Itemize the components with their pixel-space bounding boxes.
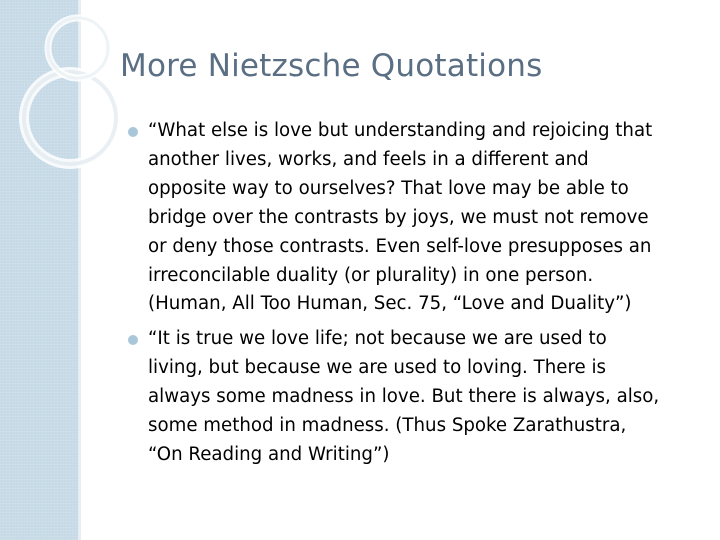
bullet-line: bridge over the contrasts by joys, we must not remove: [148, 206, 649, 228]
bullet-line: another lives, works, and feels in a different and: [148, 148, 589, 170]
bullet-dot-icon: [128, 335, 138, 345]
bullet-line: some method in madness. (Thus Spoke Zarathustra,: [148, 415, 627, 437]
bullet-item: [128, 117, 703, 319]
bullet-line: living, but because we are used to loving. There is: [148, 357, 607, 379]
bullet-line: “On Reading and Writing”): [148, 443, 390, 465]
bullet-dot-icon: [128, 127, 138, 137]
bullet-line: irreconcilable duality (or plurality) in one person.: [148, 264, 594, 286]
bullet-item: [128, 325, 703, 470]
bullet-list: [128, 117, 703, 476]
bullet-line: “It is true we love life; not because we are used to: [148, 328, 607, 350]
bullet-line: or deny those contrasts. Even self-love presupposes an: [148, 235, 652, 257]
slide-title: More Nietzsche Quotations: [120, 48, 543, 84]
bullet-line: (Human, All Too Human, Sec. 75, “Love and Duality”): [148, 293, 632, 315]
bullet-line: always some madness in love. But there is always, also,: [148, 386, 660, 408]
bullet-line: “What else is love but understanding and rejoicing that: [148, 120, 653, 141]
bullet-line: opposite way to ourselves? That love may be able to: [148, 177, 629, 199]
